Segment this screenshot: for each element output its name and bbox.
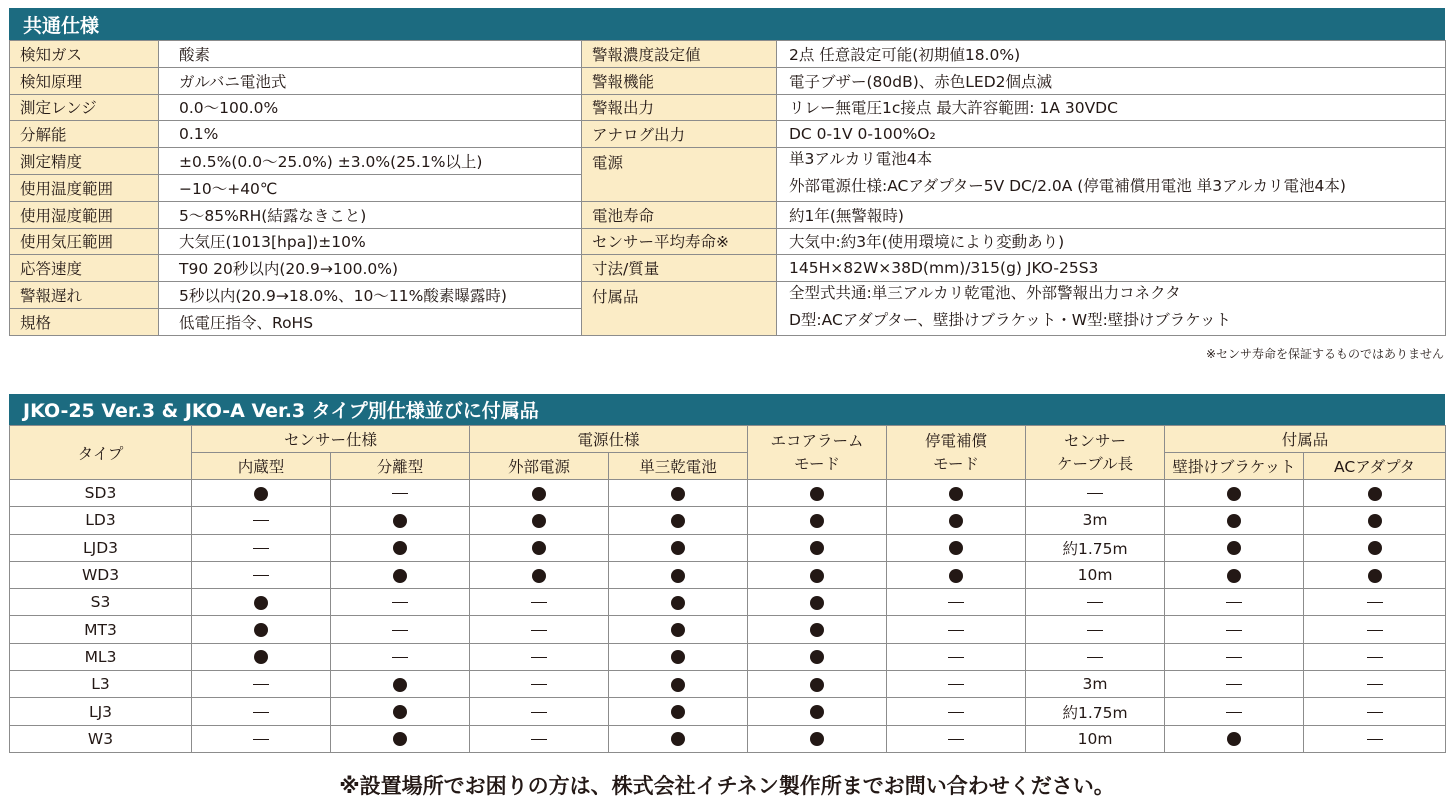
dash-icon	[1367, 602, 1383, 603]
type-row	[10, 534, 1446, 561]
filled-dot-icon	[532, 514, 546, 528]
col-eco-line2: モード	[794, 454, 840, 473]
no-mark-cell	[887, 643, 1026, 670]
no-mark-cell	[887, 616, 1026, 643]
col-outage-line2: モード	[933, 454, 979, 473]
type-row	[10, 671, 1446, 698]
filled-dot-icon	[949, 487, 963, 501]
spec-value: 約1年(無警報時)	[777, 201, 1446, 228]
spec-row	[10, 255, 1446, 282]
yes-mark-cell	[331, 725, 470, 752]
spec-value: リレー無電圧1c接点 最大許容範囲: 1A 30VDC	[777, 94, 1446, 121]
yes-mark-cell	[1304, 480, 1446, 507]
dash-icon	[253, 712, 269, 713]
dash-icon	[1367, 712, 1383, 713]
filled-dot-icon	[393, 541, 407, 555]
spec-label: 電源	[582, 148, 777, 202]
type-name: LJD3	[10, 534, 192, 561]
col-power: 電源仕様	[470, 426, 748, 453]
filled-dot-icon	[671, 678, 685, 692]
no-mark-cell	[192, 671, 331, 698]
filled-dot-icon	[810, 705, 824, 719]
no-mark-cell	[470, 698, 609, 725]
yes-mark-cell	[470, 507, 609, 534]
spec-label: 警報機能	[582, 67, 777, 94]
yes-mark-cell	[609, 534, 748, 561]
dash-icon	[1367, 657, 1383, 658]
filled-dot-icon	[810, 732, 824, 746]
spec-label: 使用湿度範囲	[10, 201, 159, 228]
yes-mark-cell	[887, 480, 1026, 507]
spec-label: 警報濃度設定値	[582, 41, 777, 68]
filled-dot-icon	[671, 596, 685, 610]
no-mark-cell	[1165, 671, 1304, 698]
filled-dot-icon	[1227, 487, 1241, 501]
yes-mark-cell	[192, 616, 331, 643]
filled-dot-icon	[1227, 569, 1241, 583]
spec-value: 大気中:約3年(使用環境により変動あり)	[777, 228, 1446, 255]
dash-icon	[948, 630, 964, 631]
no-mark-cell	[1026, 616, 1165, 643]
dash-icon	[1226, 657, 1242, 658]
filled-dot-icon	[949, 569, 963, 583]
no-mark-cell	[192, 534, 331, 561]
yes-mark-cell	[887, 507, 1026, 534]
spec-value: ガルバニ電池式	[159, 67, 582, 94]
spec-value: 5秒以内(20.9→18.0%、10～11%酸素曝露時)	[159, 282, 582, 309]
yes-mark-cell	[887, 534, 1026, 561]
yes-mark-cell	[748, 616, 887, 643]
no-mark-cell	[1304, 616, 1446, 643]
no-mark-cell	[1026, 589, 1165, 616]
spec-value: 0.1%	[159, 121, 582, 148]
yes-mark-cell	[331, 534, 470, 561]
yes-mark-cell	[609, 616, 748, 643]
yes-mark-cell	[609, 698, 748, 725]
yes-mark-cell	[748, 534, 887, 561]
no-mark-cell	[192, 698, 331, 725]
spec-value	[777, 282, 1446, 336]
dash-icon	[531, 712, 547, 713]
dash-icon	[531, 602, 547, 603]
dash-icon	[1367, 739, 1383, 740]
filled-dot-icon	[810, 569, 824, 583]
dash-icon	[1087, 493, 1103, 494]
dash-icon	[1226, 684, 1242, 685]
no-mark-cell	[1165, 643, 1304, 670]
cable-length-cell: 10m	[1026, 725, 1165, 752]
dash-icon	[392, 493, 408, 494]
col-cable-line1: センサー	[1064, 431, 1127, 450]
filled-dot-icon	[1368, 514, 1382, 528]
spec-table	[9, 40, 1446, 336]
no-mark-cell	[1165, 698, 1304, 725]
col-external-power: 外部電源	[470, 453, 609, 480]
spec-label: 測定レンジ	[10, 94, 159, 121]
no-mark-cell	[1304, 589, 1446, 616]
col-bracket: 壁掛けブラケット	[1165, 453, 1304, 480]
filled-dot-icon	[949, 514, 963, 528]
type-row	[10, 561, 1446, 588]
no-mark-cell	[1026, 643, 1165, 670]
no-mark-cell	[1026, 480, 1165, 507]
no-mark-cell	[1165, 616, 1304, 643]
type-row	[10, 589, 1446, 616]
col-type: タイプ	[10, 426, 192, 480]
spec-label: 使用気圧範囲	[10, 228, 159, 255]
yes-mark-cell	[1165, 725, 1304, 752]
yes-mark-cell	[1165, 561, 1304, 588]
filled-dot-icon	[254, 650, 268, 664]
col-outage	[887, 426, 1026, 480]
filled-dot-icon	[810, 623, 824, 637]
types-title: JKO-25 Ver.3 & JKO-A Ver.3 タイプ別仕様並びに付属品	[23, 400, 539, 422]
yes-mark-cell	[192, 589, 331, 616]
col-battery: 単三乾電池	[609, 453, 748, 480]
dash-icon	[1226, 602, 1242, 603]
filled-dot-icon	[810, 650, 824, 664]
no-mark-cell	[331, 616, 470, 643]
dash-icon	[1226, 712, 1242, 713]
spec-value-line: 単3アルカリ電池4本	[789, 150, 933, 169]
spec-value: 大気圧(1013[hpa])±10%	[159, 228, 582, 255]
dash-icon	[1087, 657, 1103, 658]
no-mark-cell	[1304, 671, 1446, 698]
spec-value: 低電圧指令、RoHS	[159, 308, 582, 335]
yes-mark-cell	[748, 507, 887, 534]
type-name: MT3	[10, 616, 192, 643]
no-mark-cell	[470, 725, 609, 752]
spec-row	[10, 94, 1446, 121]
col-builtin: 内蔵型	[192, 453, 331, 480]
filled-dot-icon	[810, 678, 824, 692]
yes-mark-cell	[331, 698, 470, 725]
yes-mark-cell	[470, 561, 609, 588]
spec-value: ±0.5%(0.0～25.0%) ±3.0%(25.1%以上)	[159, 148, 582, 175]
type-row	[10, 480, 1446, 507]
yes-mark-cell	[470, 480, 609, 507]
filled-dot-icon	[671, 732, 685, 746]
sensor-life-note: ※センサ寿命を保証するものではありません	[1205, 347, 1444, 361]
spec-label: 検知ガス	[10, 41, 159, 68]
dash-icon	[531, 684, 547, 685]
yes-mark-cell	[470, 534, 609, 561]
spec-label: 分解能	[10, 121, 159, 148]
dash-icon	[531, 630, 547, 631]
filled-dot-icon	[393, 514, 407, 528]
type-row	[10, 698, 1446, 725]
dash-icon	[1226, 630, 1242, 631]
type-name: LJ3	[10, 698, 192, 725]
filled-dot-icon	[1368, 541, 1382, 555]
filled-dot-icon	[949, 541, 963, 555]
yes-mark-cell	[1165, 507, 1304, 534]
no-mark-cell	[1165, 589, 1304, 616]
dash-icon	[392, 630, 408, 631]
filled-dot-icon	[532, 541, 546, 555]
filled-dot-icon	[393, 732, 407, 746]
filled-dot-icon	[671, 514, 685, 528]
dash-icon	[253, 739, 269, 740]
spec-value-line: D型:ACアダプター、壁掛けブラケット・W型:壁掛けブラケット	[789, 311, 1232, 330]
spec-value: 0.0～100.0%	[159, 94, 582, 121]
dash-icon	[531, 657, 547, 658]
filled-dot-icon	[810, 596, 824, 610]
yes-mark-cell	[609, 671, 748, 698]
yes-mark-cell	[609, 725, 748, 752]
dash-icon	[1087, 630, 1103, 631]
no-mark-cell	[887, 589, 1026, 616]
no-mark-cell	[331, 589, 470, 616]
filled-dot-icon	[254, 623, 268, 637]
yes-mark-cell	[748, 725, 887, 752]
dash-icon	[948, 712, 964, 713]
dash-icon	[392, 602, 408, 603]
filled-dot-icon	[671, 705, 685, 719]
spec-value-line: 全型式共通:単三アルカリ乾電池、外部警報出力コネクタ	[789, 284, 1181, 303]
yes-mark-cell	[331, 561, 470, 588]
filled-dot-icon	[671, 650, 685, 664]
no-mark-cell	[192, 507, 331, 534]
no-mark-cell	[470, 616, 609, 643]
dash-icon	[253, 684, 269, 685]
filled-dot-icon	[671, 569, 685, 583]
col-eco	[748, 426, 887, 480]
spec-label: 検知原理	[10, 67, 159, 94]
no-mark-cell	[887, 698, 1026, 725]
type-row	[10, 643, 1446, 670]
yes-mark-cell	[748, 698, 887, 725]
yes-mark-cell	[1304, 561, 1446, 588]
dash-icon	[948, 684, 964, 685]
type-name: ML3	[10, 643, 192, 670]
spec-label: センサー平均寿命※	[582, 228, 777, 255]
type-name: S3	[10, 589, 192, 616]
filled-dot-icon	[810, 514, 824, 528]
spec-row	[10, 228, 1446, 255]
no-mark-cell	[887, 725, 1026, 752]
yes-mark-cell	[331, 671, 470, 698]
spec-label: 付属品	[582, 282, 777, 336]
spec-label: 応答速度	[10, 255, 159, 282]
filled-dot-icon	[393, 678, 407, 692]
no-mark-cell	[331, 643, 470, 670]
no-mark-cell	[470, 643, 609, 670]
dash-icon	[948, 657, 964, 658]
spec-label: 寸法/質量	[582, 255, 777, 282]
spec-row	[10, 41, 1446, 68]
col-separate: 分離型	[331, 453, 470, 480]
yes-mark-cell	[1165, 534, 1304, 561]
yes-mark-cell	[609, 589, 748, 616]
filled-dot-icon	[810, 541, 824, 555]
yes-mark-cell	[331, 507, 470, 534]
filled-dot-icon	[532, 487, 546, 501]
col-accessories: 付属品	[1165, 426, 1446, 453]
spec-label: 規格	[10, 308, 159, 335]
type-name: SD3	[10, 480, 192, 507]
dash-icon	[1367, 630, 1383, 631]
filled-dot-icon	[532, 569, 546, 583]
spec-row	[10, 282, 1446, 309]
dash-icon	[392, 657, 408, 658]
filled-dot-icon	[1227, 541, 1241, 555]
cable-length-cell: 約1.75m	[1026, 698, 1165, 725]
filled-dot-icon	[1227, 514, 1241, 528]
yes-mark-cell	[748, 643, 887, 670]
spec-title: 共通仕様	[23, 14, 100, 37]
spec-row	[10, 148, 1446, 175]
spec-value	[777, 148, 1446, 202]
filled-dot-icon	[1368, 487, 1382, 501]
dash-icon	[948, 739, 964, 740]
cable-length-cell: 10m	[1026, 561, 1165, 588]
dash-icon	[531, 739, 547, 740]
spec-row	[10, 201, 1446, 228]
yes-mark-cell	[609, 643, 748, 670]
filled-dot-icon	[254, 596, 268, 610]
spec-value: 電子ブザー(80dB)、赤色LED2個点滅	[777, 67, 1446, 94]
type-row	[10, 725, 1446, 752]
yes-mark-cell	[609, 480, 748, 507]
yes-mark-cell	[1304, 507, 1446, 534]
filled-dot-icon	[671, 541, 685, 555]
no-mark-cell	[1304, 725, 1446, 752]
yes-mark-cell	[609, 507, 748, 534]
filled-dot-icon	[393, 569, 407, 583]
no-mark-cell	[470, 589, 609, 616]
dash-icon	[253, 575, 269, 576]
no-mark-cell	[331, 480, 470, 507]
no-mark-cell	[1304, 643, 1446, 670]
contact-footer: ※設置場所でお困りの方は、株式会社イチネン製作所までお問い合わせください。	[339, 774, 1115, 798]
type-name: WD3	[10, 561, 192, 588]
spec-value: T90 20秒以内(20.9→100.0%)	[159, 255, 582, 282]
spec-label: 電池寿命	[582, 201, 777, 228]
filled-dot-icon	[671, 487, 685, 501]
no-mark-cell	[470, 671, 609, 698]
spec-section-header	[9, 8, 1445, 40]
filled-dot-icon	[671, 623, 685, 637]
types-section-header	[9, 394, 1445, 425]
col-eco-line1: エコアラーム	[770, 431, 864, 450]
dash-icon	[253, 520, 269, 521]
type-row	[10, 507, 1446, 534]
yes-mark-cell	[748, 480, 887, 507]
spec-value: DC 0-1V 0-100%O₂	[777, 121, 1446, 148]
cable-length-cell: 3m	[1026, 671, 1165, 698]
yes-mark-cell	[1165, 480, 1304, 507]
spec-label: 警報遅れ	[10, 282, 159, 309]
spec-value: 145H×82W×38D(mm)/315(g) JKO-25S3	[777, 255, 1446, 282]
yes-mark-cell	[192, 480, 331, 507]
spec-value: 2点 任意設定可能(初期値18.0%)	[777, 41, 1446, 68]
cable-length-cell: 約1.75m	[1026, 534, 1165, 561]
type-name: L3	[10, 671, 192, 698]
no-mark-cell	[887, 671, 1026, 698]
no-mark-cell	[192, 561, 331, 588]
filled-dot-icon	[393, 705, 407, 719]
col-cable	[1026, 426, 1165, 480]
type-row	[10, 616, 1446, 643]
yes-mark-cell	[192, 643, 331, 670]
filled-dot-icon	[1227, 732, 1241, 746]
type-name: LD3	[10, 507, 192, 534]
dash-icon	[1367, 684, 1383, 685]
col-cable-line2: ケーブル長	[1056, 454, 1134, 473]
yes-mark-cell	[609, 561, 748, 588]
spec-value: 5～85%RH(結露なきこと)	[159, 201, 582, 228]
spec-value-line: 外部電源仕様:ACアダプター5V DC/2.0A (停電補償用電池 単3アルカリ電池4本)	[789, 177, 1346, 196]
dash-icon	[1087, 602, 1103, 603]
spec-label: 警報出力	[582, 94, 777, 121]
spec-row	[10, 121, 1446, 148]
filled-dot-icon	[810, 487, 824, 501]
yes-mark-cell	[887, 561, 1026, 588]
dash-icon	[253, 548, 269, 549]
yes-mark-cell	[748, 561, 887, 588]
spec-label: アナログ出力	[582, 121, 777, 148]
cable-length-cell: 3m	[1026, 507, 1165, 534]
spec-row	[10, 67, 1446, 94]
spec-label: 使用温度範囲	[10, 174, 159, 201]
dash-icon	[948, 602, 964, 603]
no-mark-cell	[1304, 698, 1446, 725]
yes-mark-cell	[748, 589, 887, 616]
no-mark-cell	[192, 725, 331, 752]
spec-value: 酸素	[159, 41, 582, 68]
spec-value: −10～+40℃	[159, 174, 582, 201]
col-ac-adapter: ACアダプタ	[1304, 453, 1446, 480]
types-table	[9, 425, 1446, 753]
col-sensor: センサー仕様	[192, 426, 470, 453]
filled-dot-icon	[1368, 569, 1382, 583]
type-name: W3	[10, 725, 192, 752]
col-outage-line1: 停電補償	[925, 431, 988, 450]
yes-mark-cell	[1304, 534, 1446, 561]
yes-mark-cell	[748, 671, 887, 698]
spec-label: 測定精度	[10, 148, 159, 175]
filled-dot-icon	[254, 487, 268, 501]
